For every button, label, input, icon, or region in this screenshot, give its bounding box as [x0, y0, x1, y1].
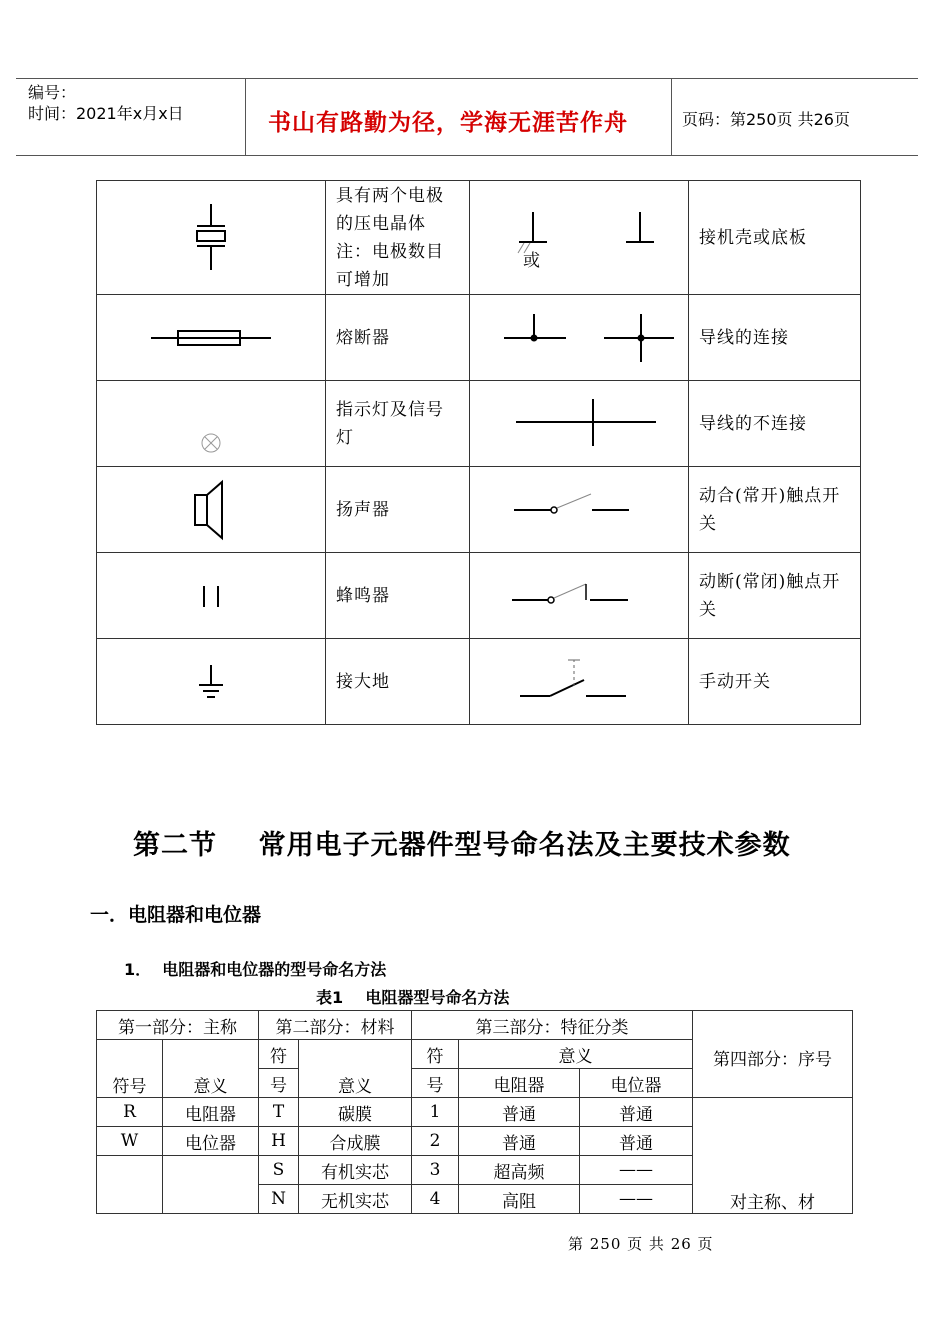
symbol-table: [96, 180, 861, 725]
part2-header: 第二部分：材料: [259, 1011, 412, 1040]
indicator-lamp-icon: [196, 428, 226, 458]
wire-junction-icon: [474, 308, 684, 368]
table-cell: [163, 1156, 259, 1214]
header-top-rule: [16, 78, 918, 79]
table-cell: W: [97, 1127, 163, 1156]
table-cell: ——: [580, 1185, 693, 1214]
symbol-cell: [97, 553, 326, 639]
table-cell: 3: [412, 1156, 459, 1185]
section-title: 第二节 常用电子元器件型号命名法及主要技术参数: [133, 830, 791, 861]
normally-open-contact-icon: [474, 490, 684, 530]
potentiometer-header: 电位器: [580, 1069, 693, 1098]
symbol-cell: [97, 639, 326, 725]
fuse-icon: [146, 323, 276, 353]
symbol-cell: [470, 553, 689, 639]
symbol-description: 扬声器: [326, 467, 470, 553]
symbol-cell: [470, 181, 689, 295]
table-row: [97, 295, 861, 381]
symbol-description: 熔断器: [326, 295, 470, 381]
table-cell: 4: [412, 1185, 459, 1214]
item-title: 1． 电阻器和电位器的型号命名方法: [124, 960, 387, 979]
table-row: [97, 1098, 853, 1127]
symbol-description: 动合(常开)触点开关: [689, 467, 861, 553]
table-cell: H: [259, 1127, 299, 1156]
table-cell: 电阻器: [163, 1098, 259, 1127]
table-cell: 高阻: [459, 1185, 580, 1214]
symbol-cell: [97, 181, 326, 295]
part1-header: 第一部分：主称: [97, 1011, 259, 1040]
table-header-row: [97, 1011, 853, 1040]
table-cell: 合成膜: [299, 1127, 412, 1156]
table-cell: 1: [412, 1098, 459, 1127]
meaning-header: 意义: [459, 1040, 693, 1069]
symbol-description: 导线的连接: [689, 295, 861, 381]
table-cell: 普通: [459, 1127, 580, 1156]
speaker-icon: [186, 478, 236, 542]
symbol-description: 导线的不连接: [689, 381, 861, 467]
meaning-header: 意义: [299, 1040, 412, 1098]
table-cell: T: [259, 1098, 299, 1127]
manual-switch-icon: [474, 652, 684, 712]
header-divider: [671, 78, 672, 155]
part4-header: 第四部分：序号: [693, 1011, 853, 1098]
table-row: [97, 467, 861, 553]
symbol-description: 接大地: [326, 639, 470, 725]
symbol-description: 手动开关: [689, 639, 861, 725]
header-slogan: 书山有路勤为径，学海无涯苦作舟: [268, 110, 628, 136]
earth-ground-icon: [191, 662, 231, 702]
symbol-header-bottom: 号: [412, 1069, 459, 1098]
meaning-header: 意义: [163, 1040, 259, 1098]
subsection-title: 一．电阻器和电位器: [90, 904, 262, 926]
page-footer: 第 250 页 共 26 页: [568, 1235, 714, 1253]
table-cell: 有机实芯: [299, 1156, 412, 1185]
piezo-crystal-icon: [181, 198, 241, 278]
table-cell: 电位器: [163, 1127, 259, 1156]
symbol-cell: [97, 295, 326, 381]
table-row: [97, 181, 861, 295]
table-row: [97, 639, 861, 725]
symbol-cell: [470, 381, 689, 467]
symbol-description: 具有两个电极的压电晶体注：电极数目可增加: [326, 181, 470, 295]
header-divider: [245, 78, 246, 155]
table-cell: ——: [580, 1156, 693, 1185]
table-row: [97, 553, 861, 639]
symbol-description: 指示灯及信号灯: [326, 381, 470, 467]
page-counter: 页码：第250页 共26页: [682, 110, 850, 129]
symbol-header-bottom: 号: [259, 1069, 299, 1098]
resistor-header: 电阻器: [459, 1069, 580, 1098]
table-caption: 表1 电阻器型号命名方法: [316, 988, 510, 1007]
symbol-cell: [97, 467, 326, 553]
table-cell: 超高频: [459, 1156, 580, 1185]
doc-number-label: 编号：: [28, 83, 77, 102]
symbol-description: 蜂鸣器: [326, 553, 470, 639]
symbol-cell: [470, 467, 689, 553]
symbol-header: 符号: [97, 1040, 163, 1098]
chassis-ground-icon: [478, 200, 678, 270]
header-bottom-rule: [16, 155, 918, 156]
table-cell: N: [259, 1185, 299, 1214]
resistor-model-table: [96, 1010, 853, 1214]
table-cell: 碳膜: [299, 1098, 412, 1127]
table-cell: [97, 1156, 163, 1214]
table-cell: 2: [412, 1127, 459, 1156]
or-label: 或: [523, 250, 540, 271]
symbol-header-top: 符: [412, 1040, 459, 1069]
symbol-cell: [470, 639, 689, 725]
table-cell: 无机实芯: [299, 1185, 412, 1214]
buzzer-icon: [191, 576, 231, 616]
table-cell: 普通: [580, 1098, 693, 1127]
symbol-cell: [97, 381, 326, 467]
table-cell: 普通: [580, 1127, 693, 1156]
part4-note: 对主称、材: [693, 1098, 853, 1214]
symbol-description: 接机壳或底板: [689, 181, 861, 295]
table-cell: R: [97, 1098, 163, 1127]
symbol-cell: [470, 295, 689, 381]
table-row: [97, 381, 861, 467]
symbol-description: 动断(常闭)触点开关: [689, 553, 861, 639]
table-cell: S: [259, 1156, 299, 1185]
part3-header: 第三部分：特征分类: [412, 1011, 693, 1040]
doc-time-label: 时间：2021年x月x日: [28, 104, 184, 123]
table-cell: 普通: [459, 1098, 580, 1127]
wire-crossing-icon: [474, 394, 684, 454]
normally-closed-contact-icon: [474, 576, 684, 616]
symbol-header-top: 符: [259, 1040, 299, 1069]
